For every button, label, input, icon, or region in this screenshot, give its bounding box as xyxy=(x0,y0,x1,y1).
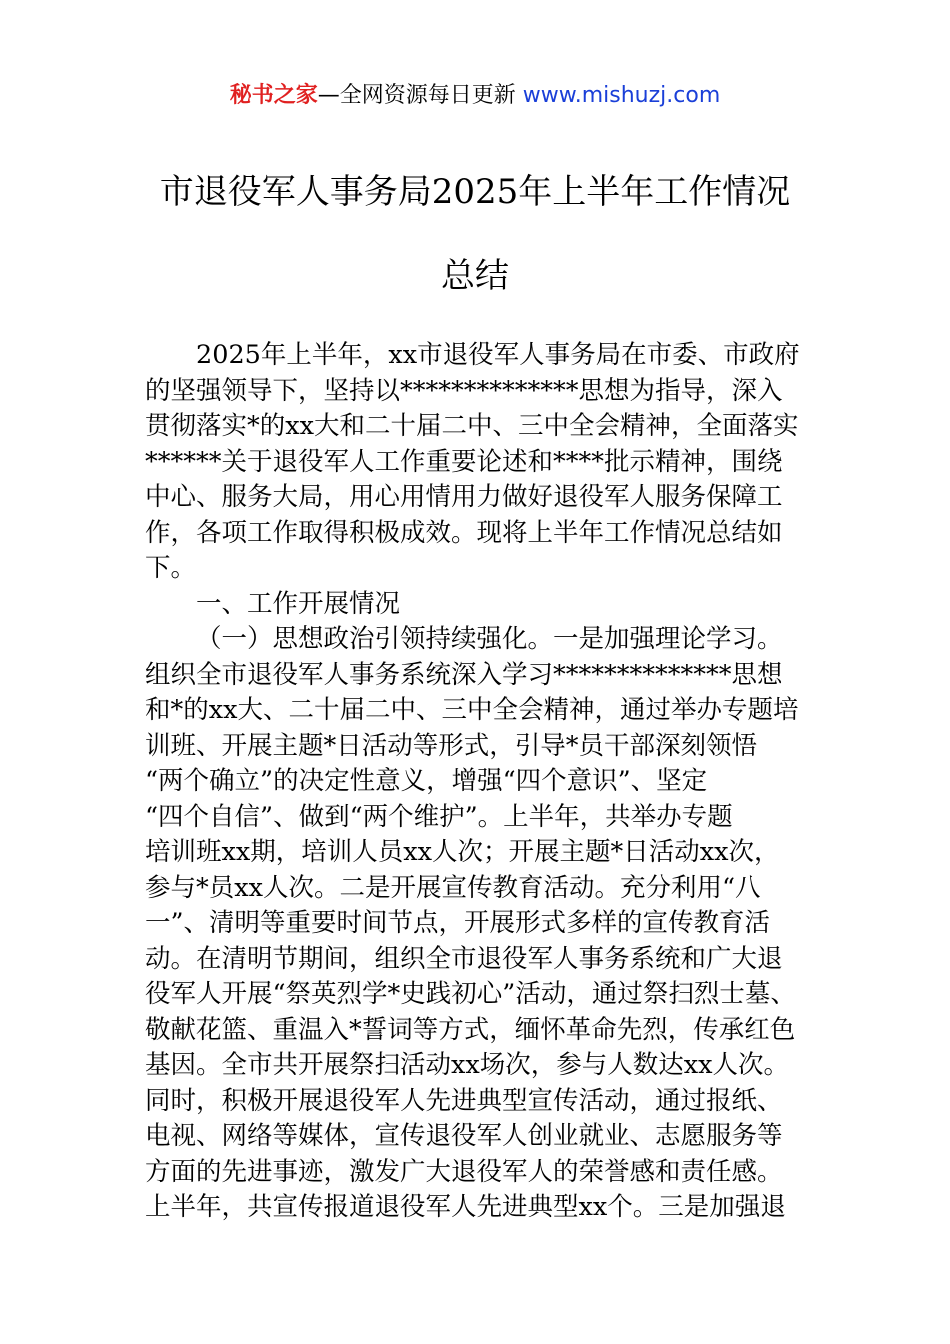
body-line: “两个确立”的决定性意义，增强“四个意识”、坚定 xyxy=(145,766,708,796)
document-title xyxy=(0,150,950,318)
body-line: 2025年上半年，xx市退役军人事务局在市委、市政府 xyxy=(196,340,800,370)
site-link[interactable]: www.mishuzj.com xyxy=(522,83,721,108)
body-line: 的坚强领导下，坚持以**************思想为指导，深入 xyxy=(145,375,783,406)
body-line: 役军人开展“祭英烈学*史践初心”活动，通过祭扫烈士墓、 xyxy=(145,979,796,1009)
body-line: 作，各项工作取得积极成效。现将上半年工作情况总结如 xyxy=(145,517,783,548)
body-line: “四个自信”、做到“两个维护”。上半年，共举办专题 xyxy=(145,801,733,832)
document-body xyxy=(145,338,825,1226)
body-line: 同时，积极开展退役军人先进典型宣传活动，通过报纸、 xyxy=(145,1085,783,1116)
section-heading: 一、工作开展情况 xyxy=(196,588,401,619)
body-line: （一）思想政治引领持续强化。一是加强理论学习。 xyxy=(196,624,783,654)
body-line: 基因。全市共开展祭扫活动xx场次，参与人数达xx人次。 xyxy=(145,1050,790,1080)
body-line: 参与*员xx人次。二是开展宣传教育活动。充分利用“八 xyxy=(145,872,761,903)
body-line: ******关于退役军人工作重要论述和****批示精神，围绕 xyxy=(145,446,783,477)
body-line: 一”、清明等重要时间节点，开展形式多样的宣传教育活 xyxy=(145,908,771,938)
body-line: 训班、开展主题*日活动等形式，引导*员干部深刻领悟 xyxy=(145,730,758,761)
body-line: 方面的先进事迹，激发广大退役军人的荣誉感和责任感。 xyxy=(145,1156,783,1187)
body-line: 下。 xyxy=(145,553,197,583)
brand-name: 秘书之家 xyxy=(229,83,318,108)
body-line: 和*的xx大、二十届二中、三中全会精神，通过举办专题培 xyxy=(145,695,799,725)
header-tagline: —全网资源每日更新 xyxy=(317,83,523,108)
body-line: 电视、网络等媒体，宣传退役军人创业就业、志愿服务等 xyxy=(145,1121,783,1151)
title-line-2: 总结 xyxy=(441,256,509,296)
body-line: 贯彻落实*的xx大和二十届二中、三中全会精神，全面落实 xyxy=(145,411,799,441)
body-line: 组织全市退役军人事务系统深入学习**************思想 xyxy=(145,659,783,690)
body-line: 培训班xx期，培训人员xx人次；开展主题*日活动xx次， xyxy=(145,837,780,867)
body-line: 上半年，共宣传报道退役军人先进典型xx个。三是加强退 xyxy=(145,1192,786,1222)
body-line: 中心、服务大局，用心用情用力做好退役军人服务保障工 xyxy=(145,482,783,512)
body-line: 敬献花篮、重温入*誓词等方式，缅怀革命先烈，传承红色 xyxy=(145,1014,796,1045)
body-line: 动。在清明节期间，组织全市退役军人事务系统和广大退 xyxy=(145,943,783,974)
title-line-1: 市退役军人事务局2025年上半年工作情况 xyxy=(159,172,791,212)
site-header xyxy=(0,80,950,112)
